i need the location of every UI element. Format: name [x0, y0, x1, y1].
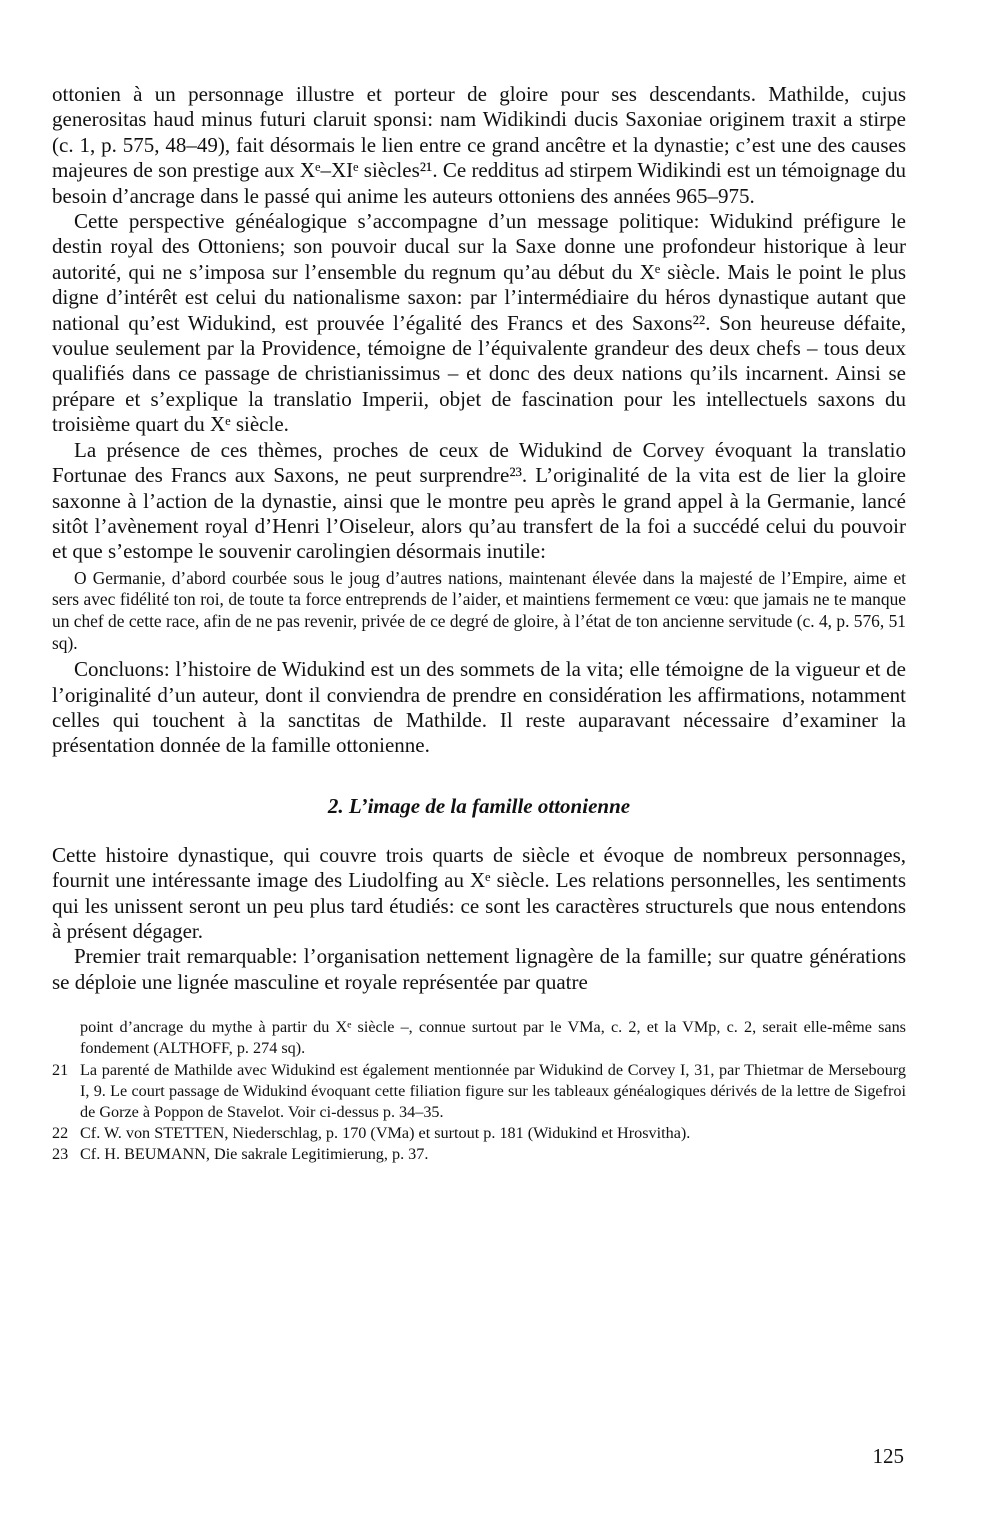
paragraph-6: Premier trait remarquable: l’organisation nettement lignagère de la famille; sur quatre générations se déploie une lignée masculine et royale représentée par quatre [52, 944, 906, 994]
paragraph-4: Concluons: l’histoire de Widukind est un des sommets de la vita; elle témoigne de la vigueur et de l’originalité d’un auteur, dont il conviendra de prendre en considération les affirmations, notamment celles qui touchent à la sanctitas de Mathilde. Il reste auparavant nécessaire d’examiner la présentation donnée de la famille ottonienne. [52, 657, 906, 758]
footnote-text: Cf. H. BEUMANN, Die sakrale Legitimierung, p. 37. [80, 1145, 429, 1164]
paragraph-5: Cette histoire dynastique, qui couvre trois quarts de siècle et évoque de nombreux personnages, fournit une intéressante image des Liudolfing au Xᵉ siècle. Les relations personnelles, les sentiments qui les unissent seront un peu plus tard étudiés: ce sont les caractères structurels que nous entendons à présent dégager. [52, 842, 906, 943]
footnote-number: 23 [52, 1145, 69, 1164]
footnote-text: Cf. W. von STETTEN, Niederschlag, p. 170 (VMa) et surtout p. 181 (Widukind et Hrosvitha). [80, 1124, 691, 1143]
paragraph-3: La présence de ces thèmes, proches de ceux de Widukind de Corvey évoquant la translatio Fortunae des Francs aux Saxons, ne peut surprendre²³. L’originalité de la vita est de lier la gloire saxonne à l’action de la dynastie, ainsi que le montre peu après le grand appel à la Germanie, lancé sitôt l’avènement royal d’Henri l’Oiseleur, alors qu’au transfert de la foi a succédé celui du pouvoir et que s’estompe le souvenir carolingien désormais inutile: [52, 437, 906, 564]
footnote-text: La parenté de Mathilde avec Widukind est également mentionnée par Widukind de Corvey I, 31, par Thietmar de Mersebourg I, 9. Le court passage de Widukind évoquant cette filiation figure sur les tableaux généalogiques dérivés de la lettre de Sigefroi de Gorze à Poppon de Stavelot. Voir ci-dessus p. 34–35. [80, 1060, 906, 1121]
paragraph-2: Cette perspective généalogique s’accompagne d’un message politique: Widukind préfigure le destin royal des Ottoniens; son pouvoir ducal sur la Saxe donne une profondeur historique à leur autorité, qui ne s’imposa sur l’ensemble du regnum qu’au début du Xᵉ siècle. Mais le point le plus digne d’intérêt est celui du nationalisme saxon: par l’intermédiaire du héros dynastique autant que national qu’est Widukind, est prouvée l’égalité des Francs et des Saxons²². Son heureuse défaite, voulue seulement par la Providence, témoigne de l’équivalente grandeur des deux chefs – tous deux qualifiés dans ce passage de christianissimus – et donc des deux nations qu’ils incarnent. Ainsi se prépare et s’explique la translatio Imperii, objet de fascination pour les intellectuels saxons du troisième quart du Xᵉ siècle. [52, 209, 906, 437]
footnote-23 [52, 1144, 906, 1165]
footnote-22 [52, 1123, 906, 1144]
footnote-number: 22 [52, 1124, 69, 1143]
paragraph-1: ottonien à un personnage illustre et porteur de gloire pour ses descendants. Mathilde, cujus generositas haud minus futuri claruit sponsi: nam Widikindi ducis Saxoniae originem traxit a stirpe (c. 1, p. 575, 48–49), fait désormais le lien entre ce grand ancêtre et la dynastie; c’est une des causes majeures de son prestige aux Xᵉ–XIᵉ siècles²¹. Ce redditus ad stirpem Widikindi est un témoignage du besoin d’ancrage dans le passé qui anime les auteurs ottoniens des années 965–975. [52, 82, 906, 208]
footnotes [52, 1017, 906, 1165]
footnote-number: 21 [52, 1060, 69, 1079]
block-quote: O Germanie, d’abord courbée sous le joug d’autres nations, maintenant élevée dans la majesté de l’Empire, aime et sers avec fidélité ton roi, de toute ta force entreprends de l’aider, et maintiens fermement ce vœu: que jamais ne te manque un chef de cette race, afin de ne pas revenir, privée de ce degré de gloire, à l’état de ton ancienne servitude (c. 4, p. 576, 51 sq). [52, 567, 906, 653]
page-number: 125 [872, 1444, 904, 1468]
footnote-continuation: point d’ancrage du mythe à partir du Xᵉ siècle –, connue surtout par le VMa, c. 2, et la VMp, c. 2, serait elle-même sans fondement (ALTHOFF, p. 274 sq). [80, 1018, 906, 1058]
section-heading: 2. L’image de la famille ottonienne [327, 793, 631, 818]
footnote-21 [52, 1060, 906, 1124]
page-body [52, 82, 906, 1166]
